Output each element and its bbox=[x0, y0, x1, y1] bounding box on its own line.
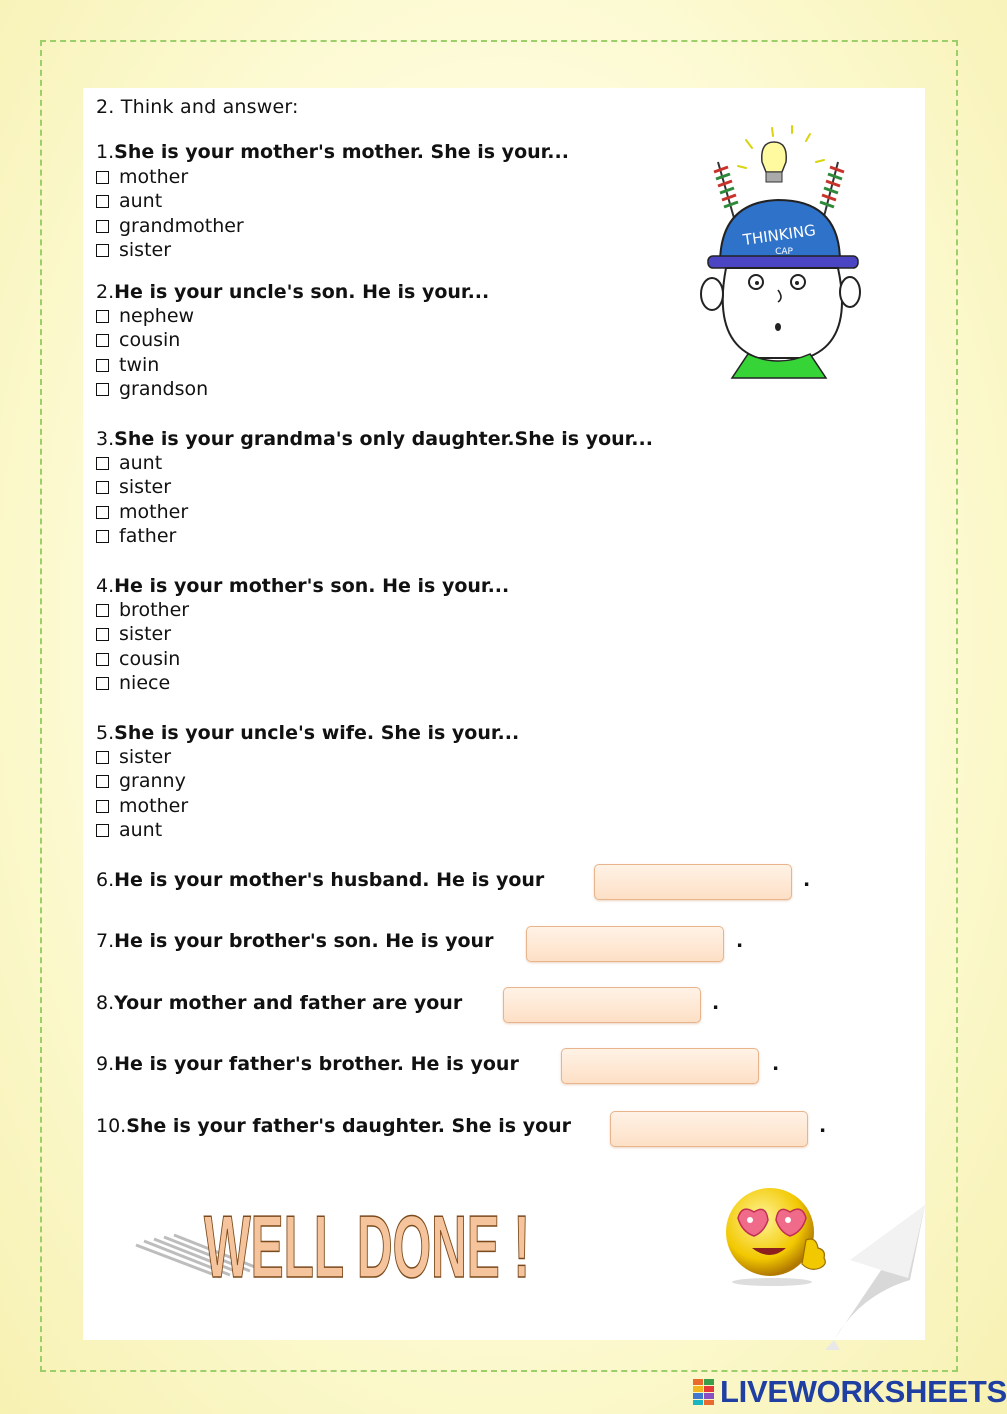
checkbox-icon[interactable] bbox=[96, 359, 109, 372]
checkbox-icon[interactable] bbox=[96, 310, 109, 323]
liveworksheets-logo-icon bbox=[692, 1378, 716, 1406]
checkbox-icon[interactable] bbox=[96, 775, 109, 788]
checkbox-icon[interactable] bbox=[96, 800, 109, 813]
option-sister[interactable]: sister bbox=[96, 239, 171, 261]
thinking-cap-boy-image bbox=[698, 122, 862, 378]
option-sister[interactable]: sister bbox=[96, 476, 171, 498]
checkbox-icon[interactable] bbox=[96, 334, 109, 347]
cap-text-thinking: THINKING bbox=[741, 221, 817, 250]
brand-name: LIVEWORKSHEETS bbox=[720, 1374, 1007, 1409]
checkbox-icon[interactable] bbox=[96, 751, 109, 764]
answer-input-7[interactable] bbox=[526, 926, 724, 962]
well-done-text: WELL DONE ! bbox=[204, 1197, 530, 1296]
option-nephew[interactable]: nephew bbox=[96, 305, 194, 327]
option-twin[interactable]: twin bbox=[96, 354, 159, 376]
page-curl-decoration bbox=[820, 1200, 940, 1350]
option-cousin[interactable]: cousin bbox=[96, 329, 180, 351]
question-7: 7.He is your brother's son. He is your bbox=[96, 930, 494, 952]
option-mother[interactable]: mother bbox=[96, 501, 188, 523]
option-granny[interactable]: granny bbox=[96, 770, 186, 792]
option-aunt[interactable]: aunt bbox=[96, 190, 162, 212]
checkbox-icon[interactable] bbox=[96, 506, 109, 519]
well-done-banner bbox=[130, 1185, 550, 1296]
period-6: . bbox=[803, 869, 811, 891]
question-6: 6.He is your mother's husband. He is your bbox=[96, 869, 545, 891]
option-grandmother[interactable]: grandmother bbox=[96, 215, 244, 237]
smiley-heart-glasses-icon bbox=[720, 1182, 835, 1287]
question-10: 10.She is your father's daughter. She is your bbox=[96, 1115, 572, 1137]
option-mother[interactable]: mother bbox=[96, 166, 188, 188]
option-aunt[interactable]: aunt bbox=[96, 819, 162, 841]
question-2: 2.He is your uncle's son. He is your... bbox=[96, 281, 490, 303]
checkbox-icon[interactable] bbox=[96, 628, 109, 641]
question-4: 4.He is your mother's son. He is your... bbox=[96, 575, 510, 597]
period-7: . bbox=[736, 930, 744, 952]
checkbox-icon[interactable] bbox=[96, 653, 109, 666]
cap-text-cap: CAP bbox=[775, 247, 793, 257]
question-3: 3.She is your grandma's only daughter.She is your... bbox=[96, 428, 653, 450]
answer-input-6[interactable] bbox=[594, 864, 792, 900]
option-grandson[interactable]: grandson bbox=[96, 378, 208, 400]
section-heading: 2. Think and answer: bbox=[96, 96, 299, 118]
option-brother[interactable]: brother bbox=[96, 599, 189, 621]
option-niece[interactable]: niece bbox=[96, 672, 170, 694]
option-mother[interactable]: mother bbox=[96, 795, 188, 817]
checkbox-icon[interactable] bbox=[96, 171, 109, 184]
liveworksheets-brand bbox=[692, 1374, 1007, 1410]
checkbox-icon[interactable] bbox=[96, 383, 109, 396]
answer-input-10[interactable] bbox=[610, 1111, 808, 1147]
checkbox-icon[interactable] bbox=[96, 481, 109, 494]
checkbox-icon[interactable] bbox=[96, 195, 109, 208]
period-8: . bbox=[712, 992, 720, 1014]
option-sister[interactable]: sister bbox=[96, 623, 171, 645]
checkbox-icon[interactable] bbox=[96, 677, 109, 690]
answer-input-9[interactable] bbox=[561, 1048, 759, 1084]
question-5: 5.She is your uncle's wife. She is your... bbox=[96, 722, 520, 744]
period-9: . bbox=[772, 1053, 780, 1075]
question-8: 8.Your mother and father are your bbox=[96, 992, 463, 1014]
option-sister[interactable]: sister bbox=[96, 746, 171, 768]
question-9: 9.He is your father's brother. He is your bbox=[96, 1053, 519, 1075]
checkbox-icon[interactable] bbox=[96, 824, 109, 837]
question-1: 1.She is your mother's mother. She is your... bbox=[96, 141, 569, 163]
option-father[interactable]: father bbox=[96, 525, 176, 547]
period-10: . bbox=[819, 1115, 827, 1137]
checkbox-icon[interactable] bbox=[96, 604, 109, 617]
checkbox-icon[interactable] bbox=[96, 457, 109, 470]
option-cousin[interactable]: cousin bbox=[96, 648, 180, 670]
option-aunt[interactable]: aunt bbox=[96, 452, 162, 474]
answer-input-8[interactable] bbox=[503, 987, 701, 1023]
checkbox-icon[interactable] bbox=[96, 530, 109, 543]
checkbox-icon[interactable] bbox=[96, 244, 109, 257]
checkbox-icon[interactable] bbox=[96, 220, 109, 233]
